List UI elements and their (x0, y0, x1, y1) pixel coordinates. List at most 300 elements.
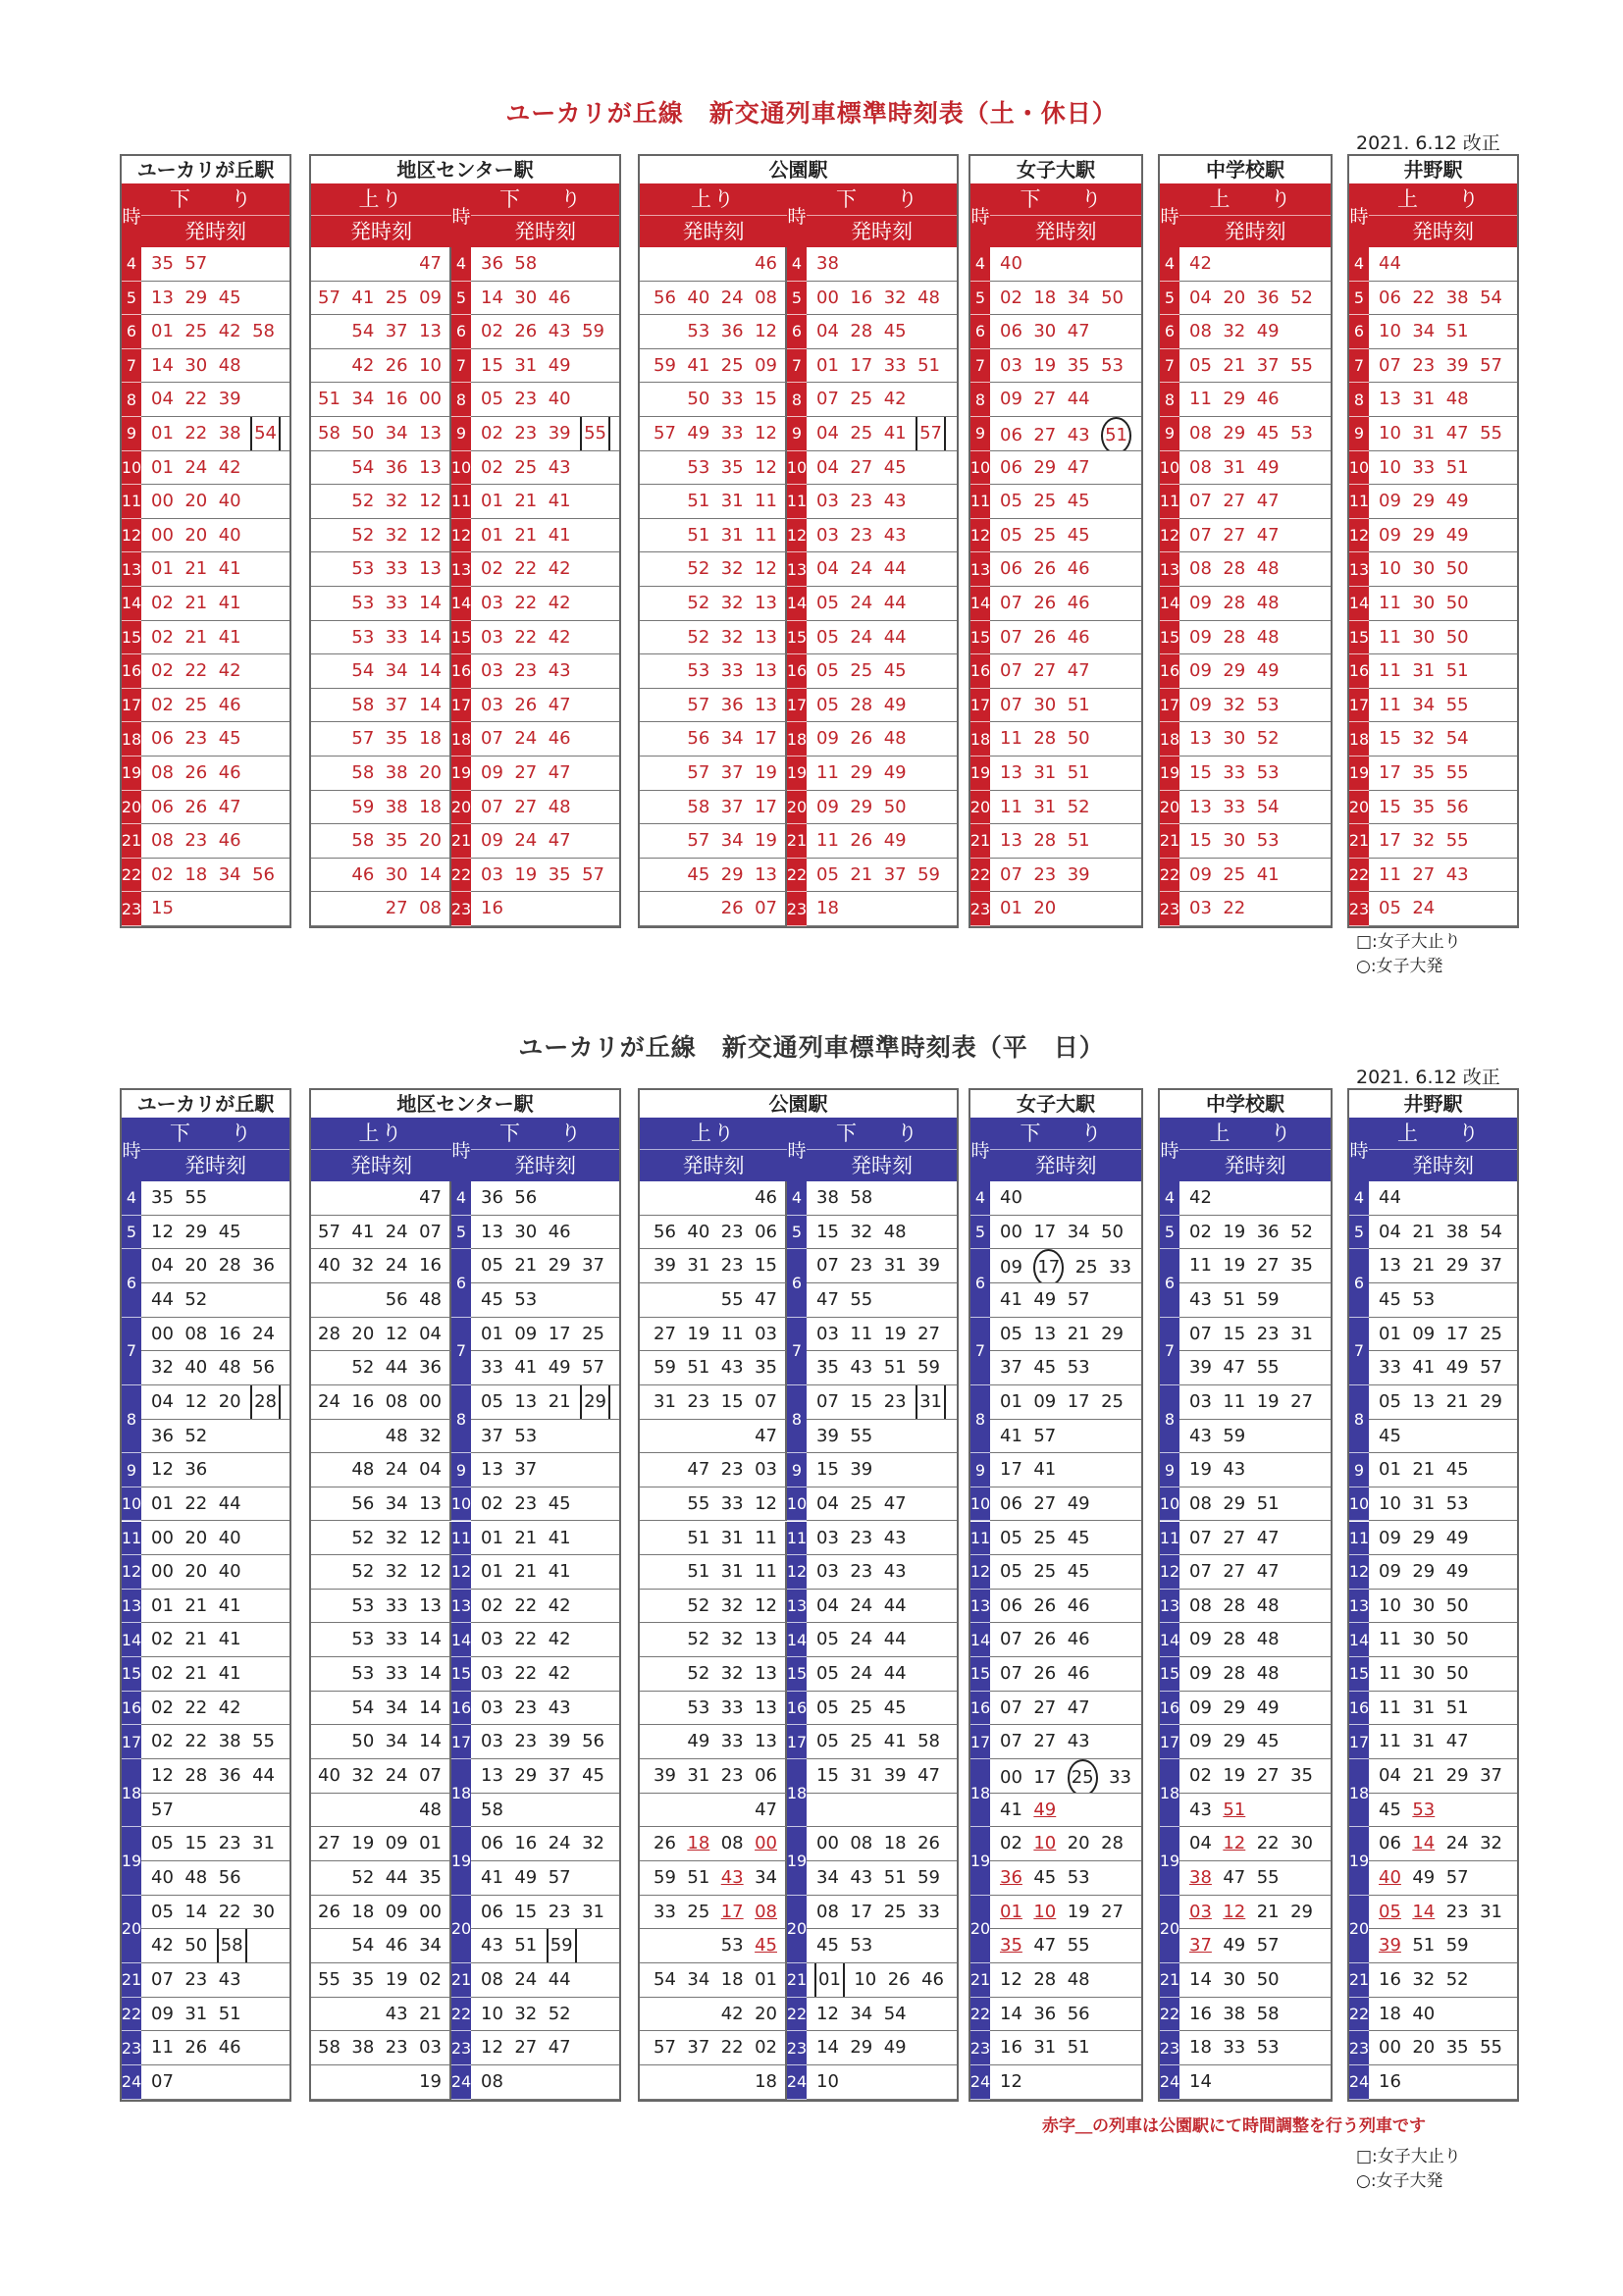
departure-minute: 27 (514, 2037, 538, 2059)
departure-minute: 32 (385, 524, 408, 546)
departure-minute: 52 (687, 1594, 710, 1616)
hour-label: 11 (451, 485, 471, 519)
red-train-note: 赤字＿の列車は公園駅にて時間調整を行う列車です (1042, 2116, 1426, 2136)
timetable-cell (990, 1896, 1141, 1930)
departure-minute: 07 (1000, 593, 1022, 613)
departure-minute: 56 (514, 1187, 538, 1208)
departure-minute: 43 (883, 491, 907, 512)
hour-label: 7 (970, 1318, 990, 1385)
departure-minute: 17 (1033, 1767, 1057, 1789)
departure-minute: 48 (351, 1459, 375, 1481)
departure-minute: 53 (514, 1425, 538, 1446)
timetable-cell (1369, 1759, 1517, 1794)
departure-minute: 02 (151, 694, 174, 715)
departure-minute: 25 (850, 1492, 873, 1514)
hour-label: 10 (1160, 1487, 1179, 1522)
timetable-cell (640, 722, 787, 757)
hour-label: 6 (1349, 315, 1369, 349)
hour-label: 14 (1160, 587, 1179, 621)
departure-minute: 11 (755, 1527, 777, 1548)
departure-minute: 46 (548, 728, 571, 750)
timetable-cell (141, 1827, 289, 1861)
timetable-cell (1369, 2031, 1517, 2065)
departure-minute: 59 (917, 1867, 940, 1888)
departure-minute: 31 (654, 1390, 676, 1412)
timetable-cell (640, 892, 787, 926)
departure-minute: 41 (514, 1357, 538, 1379)
departure-minute: 43 (720, 1357, 744, 1379)
departure-minute: 46 (351, 863, 375, 885)
departure-minute: 40 (687, 1221, 710, 1242)
departure-minute: 08 (1189, 1492, 1212, 1514)
departure-minute: 30 (514, 1221, 538, 1242)
departure-minute: 21 (514, 491, 538, 512)
departure-minute: 24 (850, 1594, 873, 1616)
departure-minute: 55 (1445, 694, 1469, 715)
hour-label: 15 (787, 621, 807, 655)
hour-label: 16 (451, 1692, 471, 1726)
departure-minute: 30 (1223, 1968, 1246, 1990)
departure-minute: 20 (351, 1323, 375, 1344)
departure-minute: 24 (850, 593, 873, 613)
hour-column-header: 時 (451, 1118, 471, 1181)
hour-label: 4 (787, 247, 807, 282)
station-name: 地区センター駅 (311, 156, 619, 185)
departure-minute: 04 (816, 321, 839, 342)
timetable-cell (990, 1249, 1141, 1283)
timetable-cell (640, 383, 787, 417)
departure-minute: 24 (720, 287, 744, 308)
hour-label: 11 (1160, 1522, 1179, 1556)
departure-minute: 49 (883, 762, 907, 783)
station-name: 公園駅 (640, 156, 957, 185)
departure-minute: 42 (548, 558, 571, 580)
departure-minute: 55 (318, 1968, 340, 1990)
hour-label: 13 (970, 1590, 990, 1624)
time-adjusted-train: 14 (1412, 1833, 1436, 1854)
departure-minute: 21 (184, 1594, 208, 1616)
departure-minute: 32 (883, 287, 907, 308)
direction-label: 下 り (471, 183, 619, 216)
departure-minute: 02 (1000, 1833, 1022, 1854)
departure-minute: 28 (1033, 728, 1057, 750)
station-block (309, 154, 621, 928)
departure-minute: 41 (548, 1561, 571, 1583)
departure-minute: 06 (151, 796, 174, 817)
departure-minute: 25 (385, 287, 408, 308)
timetable-cell (990, 1657, 1141, 1692)
departure-minute: 43 (883, 1527, 907, 1548)
departure-minute: 24 (252, 1323, 275, 1344)
departure-minute: 33 (481, 1357, 503, 1379)
departure-minute: 14 (419, 863, 442, 885)
departure-minute: 20 (218, 1390, 241, 1412)
direction-label: 下 り (807, 1118, 957, 1150)
hour-label: 14 (451, 1623, 471, 1657)
departure-minute: 05 (1000, 1323, 1022, 1344)
departure-minute: 44 (548, 1968, 571, 1990)
time-adjusted-train: 01 (1000, 1901, 1022, 1922)
departure-minute: 32 (1412, 728, 1436, 750)
hour-label: 7 (451, 1318, 471, 1385)
departure-minute: 26 (184, 2037, 208, 2059)
departure-minute: 18 (419, 796, 442, 817)
departure-minute: 34 (385, 423, 408, 444)
timetable-cell (471, 1487, 619, 1522)
timetable-cell (311, 1794, 451, 1828)
time-adjusted-train: 51 (1223, 1799, 1246, 1820)
timetable-cell (640, 859, 787, 893)
departure-minute: 18 (755, 2070, 777, 2092)
departure-minute: 18 (351, 1901, 375, 1922)
hour-label: 23 (451, 2031, 471, 2065)
departure-minute: 55 (1256, 1867, 1280, 1888)
departure-minute: 01 (151, 558, 174, 580)
timetable-cell (471, 315, 619, 349)
departure-minute: 26 (720, 898, 744, 919)
departure-minute: 11 (1189, 389, 1212, 410)
hour-label: 13 (451, 1590, 471, 1624)
hour-label: 6 (122, 1249, 141, 1317)
timetable-cell (640, 1249, 787, 1283)
departure-minute: 24 (850, 626, 873, 648)
departure-minute: 00 (1379, 2037, 1401, 2059)
departure-minute: 58 (481, 1799, 503, 1820)
departure-minute: 47 (1067, 456, 1090, 478)
departure-minute: 42 (548, 1629, 571, 1650)
departure-minute: 58 (850, 1187, 873, 1208)
timetable-cell (807, 1896, 957, 1930)
hour-label: 12 (970, 519, 990, 553)
departure-minute: 21 (514, 1527, 538, 1548)
departure-minute: 43 (1445, 863, 1469, 885)
departure-minute: 35 (1445, 2037, 1469, 2059)
departure-minute: 22 (218, 1901, 241, 1922)
departure-minute: 23 (514, 1492, 538, 1514)
departure-minute: 41 (1256, 863, 1280, 885)
time-adjusted-train: 38 (1189, 1867, 1212, 1888)
departure-minute: 03 (816, 1561, 839, 1583)
departure-minute: 13 (755, 1629, 777, 1650)
timetable-cell (471, 552, 619, 587)
timetable-cell (807, 1283, 957, 1318)
hour-label: 18 (1349, 1759, 1369, 1827)
timetable-cell (471, 1555, 619, 1590)
up-direction-header (640, 1118, 787, 1181)
departure-minute: 27 (1223, 491, 1246, 512)
departure-minute: 44 (1379, 1187, 1401, 1208)
timetable-cell (141, 519, 289, 553)
hour-label: 6 (787, 315, 807, 349)
departure-minute: 21 (1412, 1221, 1436, 1242)
timetable-cell (1369, 587, 1517, 621)
departure-minute: 43 (1067, 1731, 1090, 1752)
timetable-cell (471, 451, 619, 486)
departure-minute: 09 (1379, 524, 1401, 546)
timetable-cell (141, 757, 289, 791)
departure-minute: 18 (883, 1833, 907, 1854)
timetable-cell (1369, 1453, 1517, 1487)
departure-minute: 45 (582, 1765, 604, 1787)
departure-minute: 29 (1033, 456, 1057, 478)
timetable-cell (807, 1249, 957, 1283)
departure-minute: 05 (1000, 1561, 1022, 1583)
hour-label: 18 (451, 1759, 471, 1827)
departure-minute: 25 (720, 354, 744, 376)
hour-label: 21 (1160, 824, 1179, 859)
timetable-cell (1179, 824, 1331, 859)
departure-minute: 24 (184, 456, 208, 478)
departure-minute: 09 (816, 728, 839, 750)
timetable-cell (471, 1385, 619, 1420)
departure-minute: 37 (1000, 1357, 1022, 1379)
timetable-cell (1179, 1249, 1331, 1283)
departure-minute: 58 (252, 321, 275, 342)
departure-minute: 47 (755, 1425, 777, 1446)
departure-minute: 21 (1256, 1901, 1280, 1922)
hour-label: 18 (787, 722, 807, 757)
hour-column-header: 時 (787, 1118, 807, 1181)
departure-minute: 50 (1445, 1629, 1469, 1650)
timetable-cell (311, 1929, 451, 1963)
departure-minute: 28 (1033, 830, 1057, 852)
timetable-cell (1369, 1861, 1517, 1896)
departure-minute: 37 (385, 694, 408, 715)
departure-minute: 28 (218, 1255, 241, 1277)
hour-label: 7 (122, 1318, 141, 1385)
departure-minute: 44 (252, 1765, 275, 1787)
departure-minute: 47 (1445, 423, 1469, 444)
departure-minute: 33 (1109, 1257, 1131, 1278)
departure-minute: 07 (1379, 354, 1401, 376)
departure-minute: 30 (184, 354, 208, 376)
departure-minute: 19 (1223, 1765, 1246, 1787)
departure-minute: 14 (151, 354, 174, 376)
timetable-cell (1179, 2065, 1331, 2100)
departure-minute: 47 (1256, 524, 1280, 546)
hour-label: 15 (122, 621, 141, 655)
departure-minute: 21 (1412, 1459, 1436, 1481)
time-adjusted-train: 36 (1000, 1867, 1022, 1888)
departure-minute: 57 (548, 1867, 571, 1888)
departure-minute: 07 (1189, 1323, 1212, 1344)
timetable-cell (471, 1351, 619, 1385)
departure-minute: 36 (1256, 287, 1280, 308)
timetable-cell (807, 1929, 957, 1963)
departure-minute: 04 (419, 1323, 442, 1344)
departure-minute: 58 (1256, 2003, 1280, 2024)
hour-label: 8 (970, 383, 990, 417)
departure-minute: 57 (318, 287, 340, 308)
timetable-cell (640, 1896, 787, 1930)
departure-minute: 12 (419, 1561, 442, 1583)
departure-minute: 33 (1223, 762, 1246, 783)
departure-minute: 44 (1379, 253, 1401, 274)
departure-minute: 22 (1256, 1833, 1280, 1854)
departure-time-label: 発時刻 (851, 220, 913, 243)
timetable-cell (807, 1181, 957, 1216)
departure-minute: 27 (385, 898, 408, 919)
departure-minute: 49 (687, 423, 710, 444)
departure-minute: 22 (1412, 287, 1436, 308)
timetable-cell (1179, 1487, 1331, 1522)
departure-minute: 23 (720, 1221, 744, 1242)
timetable-cell (640, 417, 787, 451)
hour-label: 5 (451, 282, 471, 316)
departure-minute: 04 (151, 389, 174, 410)
departure-minute: 06 (1000, 456, 1022, 478)
timetable-cell (471, 1657, 619, 1692)
departure-minute: 53 (1256, 830, 1280, 852)
timetable-cell (807, 1623, 957, 1657)
departure-minute: 47 (917, 1765, 940, 1787)
timetable-cell (311, 315, 451, 349)
departure-minute: 12 (755, 558, 777, 580)
hour-label: 23 (787, 2031, 807, 2065)
departure-minute: 30 (1412, 558, 1436, 580)
timetable-cell (1369, 519, 1517, 553)
departure-minute: 33 (1223, 796, 1246, 817)
departure-minute: 41 (218, 626, 241, 648)
hour-label: 10 (970, 451, 990, 486)
timetable-cell (640, 791, 787, 825)
timetable-cell (1179, 1590, 1331, 1624)
departure-minute: 01 (755, 1968, 777, 1990)
departure-minute: 05 (481, 1390, 503, 1412)
departure-minute: 03 (755, 1459, 777, 1481)
departure-minute: 27 (1033, 389, 1057, 410)
timetable-cell (807, 791, 957, 825)
timetable-cell (311, 1590, 451, 1624)
departure-minute: 30 (385, 863, 408, 885)
departure-minute: 17 (1000, 1459, 1022, 1481)
timetable-cell (807, 1725, 957, 1759)
hour-label: 7 (1160, 1318, 1179, 1385)
hour-label: 13 (1349, 1590, 1369, 1624)
departure-minute: 07 (1189, 1561, 1212, 1583)
hour-label: 16 (451, 654, 471, 689)
departure-minute: 04 (816, 423, 839, 444)
departure-minute: 45 (218, 1221, 241, 1242)
departure-minute: 01 (1000, 898, 1022, 919)
hour-label: 9 (451, 417, 471, 451)
hour-label: 13 (787, 1590, 807, 1624)
departure-minute: 13 (755, 593, 777, 613)
timetable-cell (471, 859, 619, 893)
hour-label: 9 (970, 1453, 990, 1487)
departure-minute: 46 (218, 2037, 241, 2059)
hour-label: 10 (122, 451, 141, 486)
departure-minute: 25 (1033, 1561, 1057, 1583)
departure-minute: 06 (1379, 287, 1401, 308)
departure-minute: 25 (687, 1901, 710, 1922)
departure-minute: 21 (1445, 1390, 1469, 1412)
departure-time-label: 発時刻 (184, 220, 246, 243)
hour-label: 22 (122, 1998, 141, 2032)
hour-label: 10 (1160, 451, 1179, 486)
departure-minute: 47 (548, 694, 571, 715)
departure-minute: 27 (1290, 1390, 1313, 1412)
departure-minute: 49 (1445, 1357, 1469, 1379)
hour-label: 13 (1349, 552, 1369, 587)
timetable-cell (807, 1657, 957, 1692)
departure-minute: 07 (419, 1221, 442, 1242)
departure-minute: 13 (755, 694, 777, 715)
hour-label: 14 (970, 1623, 990, 1657)
timetable-cell (141, 859, 289, 893)
departure-minute: 08 (850, 1833, 873, 1854)
departure-minute: 49 (1033, 1288, 1057, 1310)
departure-minute: 42 (548, 626, 571, 648)
departure-minute: 38 (816, 253, 839, 274)
departure-minute: 10 (419, 354, 442, 376)
departure-minute: 34 (1067, 1221, 1090, 1242)
timetable-cell (141, 1453, 289, 1487)
departure-minute: 50 (351, 1731, 375, 1752)
departure-minute: 52 (687, 593, 710, 613)
departure-minute: 23 (720, 1459, 744, 1481)
departure-minute: 13 (755, 660, 777, 682)
departure-minute: 04 (1189, 287, 1212, 308)
timetable-cell (311, 1657, 451, 1692)
hour-label: 23 (122, 2031, 141, 2065)
timetable-cell (1179, 1759, 1331, 1794)
departure-minute: 12 (755, 1492, 777, 1514)
departure-minute: 50 (184, 1935, 208, 1957)
down-direction-header (990, 183, 1141, 247)
departure-minute: 03 (481, 1731, 503, 1752)
departure-minute: 20 (1223, 287, 1246, 308)
departure-minute: 05 (816, 694, 839, 715)
departure-minute: 41 (1033, 1459, 1057, 1481)
departure-minute: 46 (385, 1935, 408, 1957)
hour-label: 12 (970, 1555, 990, 1590)
departure-time-label: 発時刻 (1412, 220, 1474, 243)
hour-label: 4 (451, 247, 471, 282)
hour-label: 7 (122, 349, 141, 384)
departure-minute: 33 (720, 423, 744, 444)
timetable-cell (990, 1216, 1141, 1250)
departure-minute: 05 (816, 1731, 839, 1752)
departure-minute: 20 (184, 1255, 208, 1277)
departure-minute: 03 (816, 1323, 839, 1344)
hour-label: 4 (451, 1181, 471, 1216)
timetable-cell (311, 1216, 451, 1250)
timetable-cell (1179, 722, 1331, 757)
hour-label: 17 (970, 1725, 990, 1759)
departure-minute: 41 (548, 491, 571, 512)
departure-minute: 13 (514, 1390, 538, 1412)
timetable-cell (1179, 1216, 1331, 1250)
hour-label: 23 (970, 892, 990, 926)
departure-minute: 19 (514, 863, 538, 885)
timetable-cell (807, 349, 957, 384)
departure-minute: 16 (1379, 2070, 1401, 2092)
hour-label: 8 (451, 383, 471, 417)
departure-minute: 32 (720, 1594, 744, 1616)
departure-minute: 25 (1101, 1390, 1124, 1412)
time-adjusted-train: 12 (1223, 1901, 1246, 1922)
timetable-cell (1179, 349, 1331, 384)
departure-minute: 23 (1412, 354, 1436, 376)
departure-minute: 11 (1379, 863, 1401, 885)
departure-minute: 37 (1256, 354, 1280, 376)
timetable-cell (1179, 1385, 1331, 1420)
departure-minute: 42 (548, 593, 571, 613)
timetable-cell (471, 1590, 619, 1624)
timetable-cell (311, 1827, 451, 1861)
timetable-cell (471, 1420, 619, 1454)
